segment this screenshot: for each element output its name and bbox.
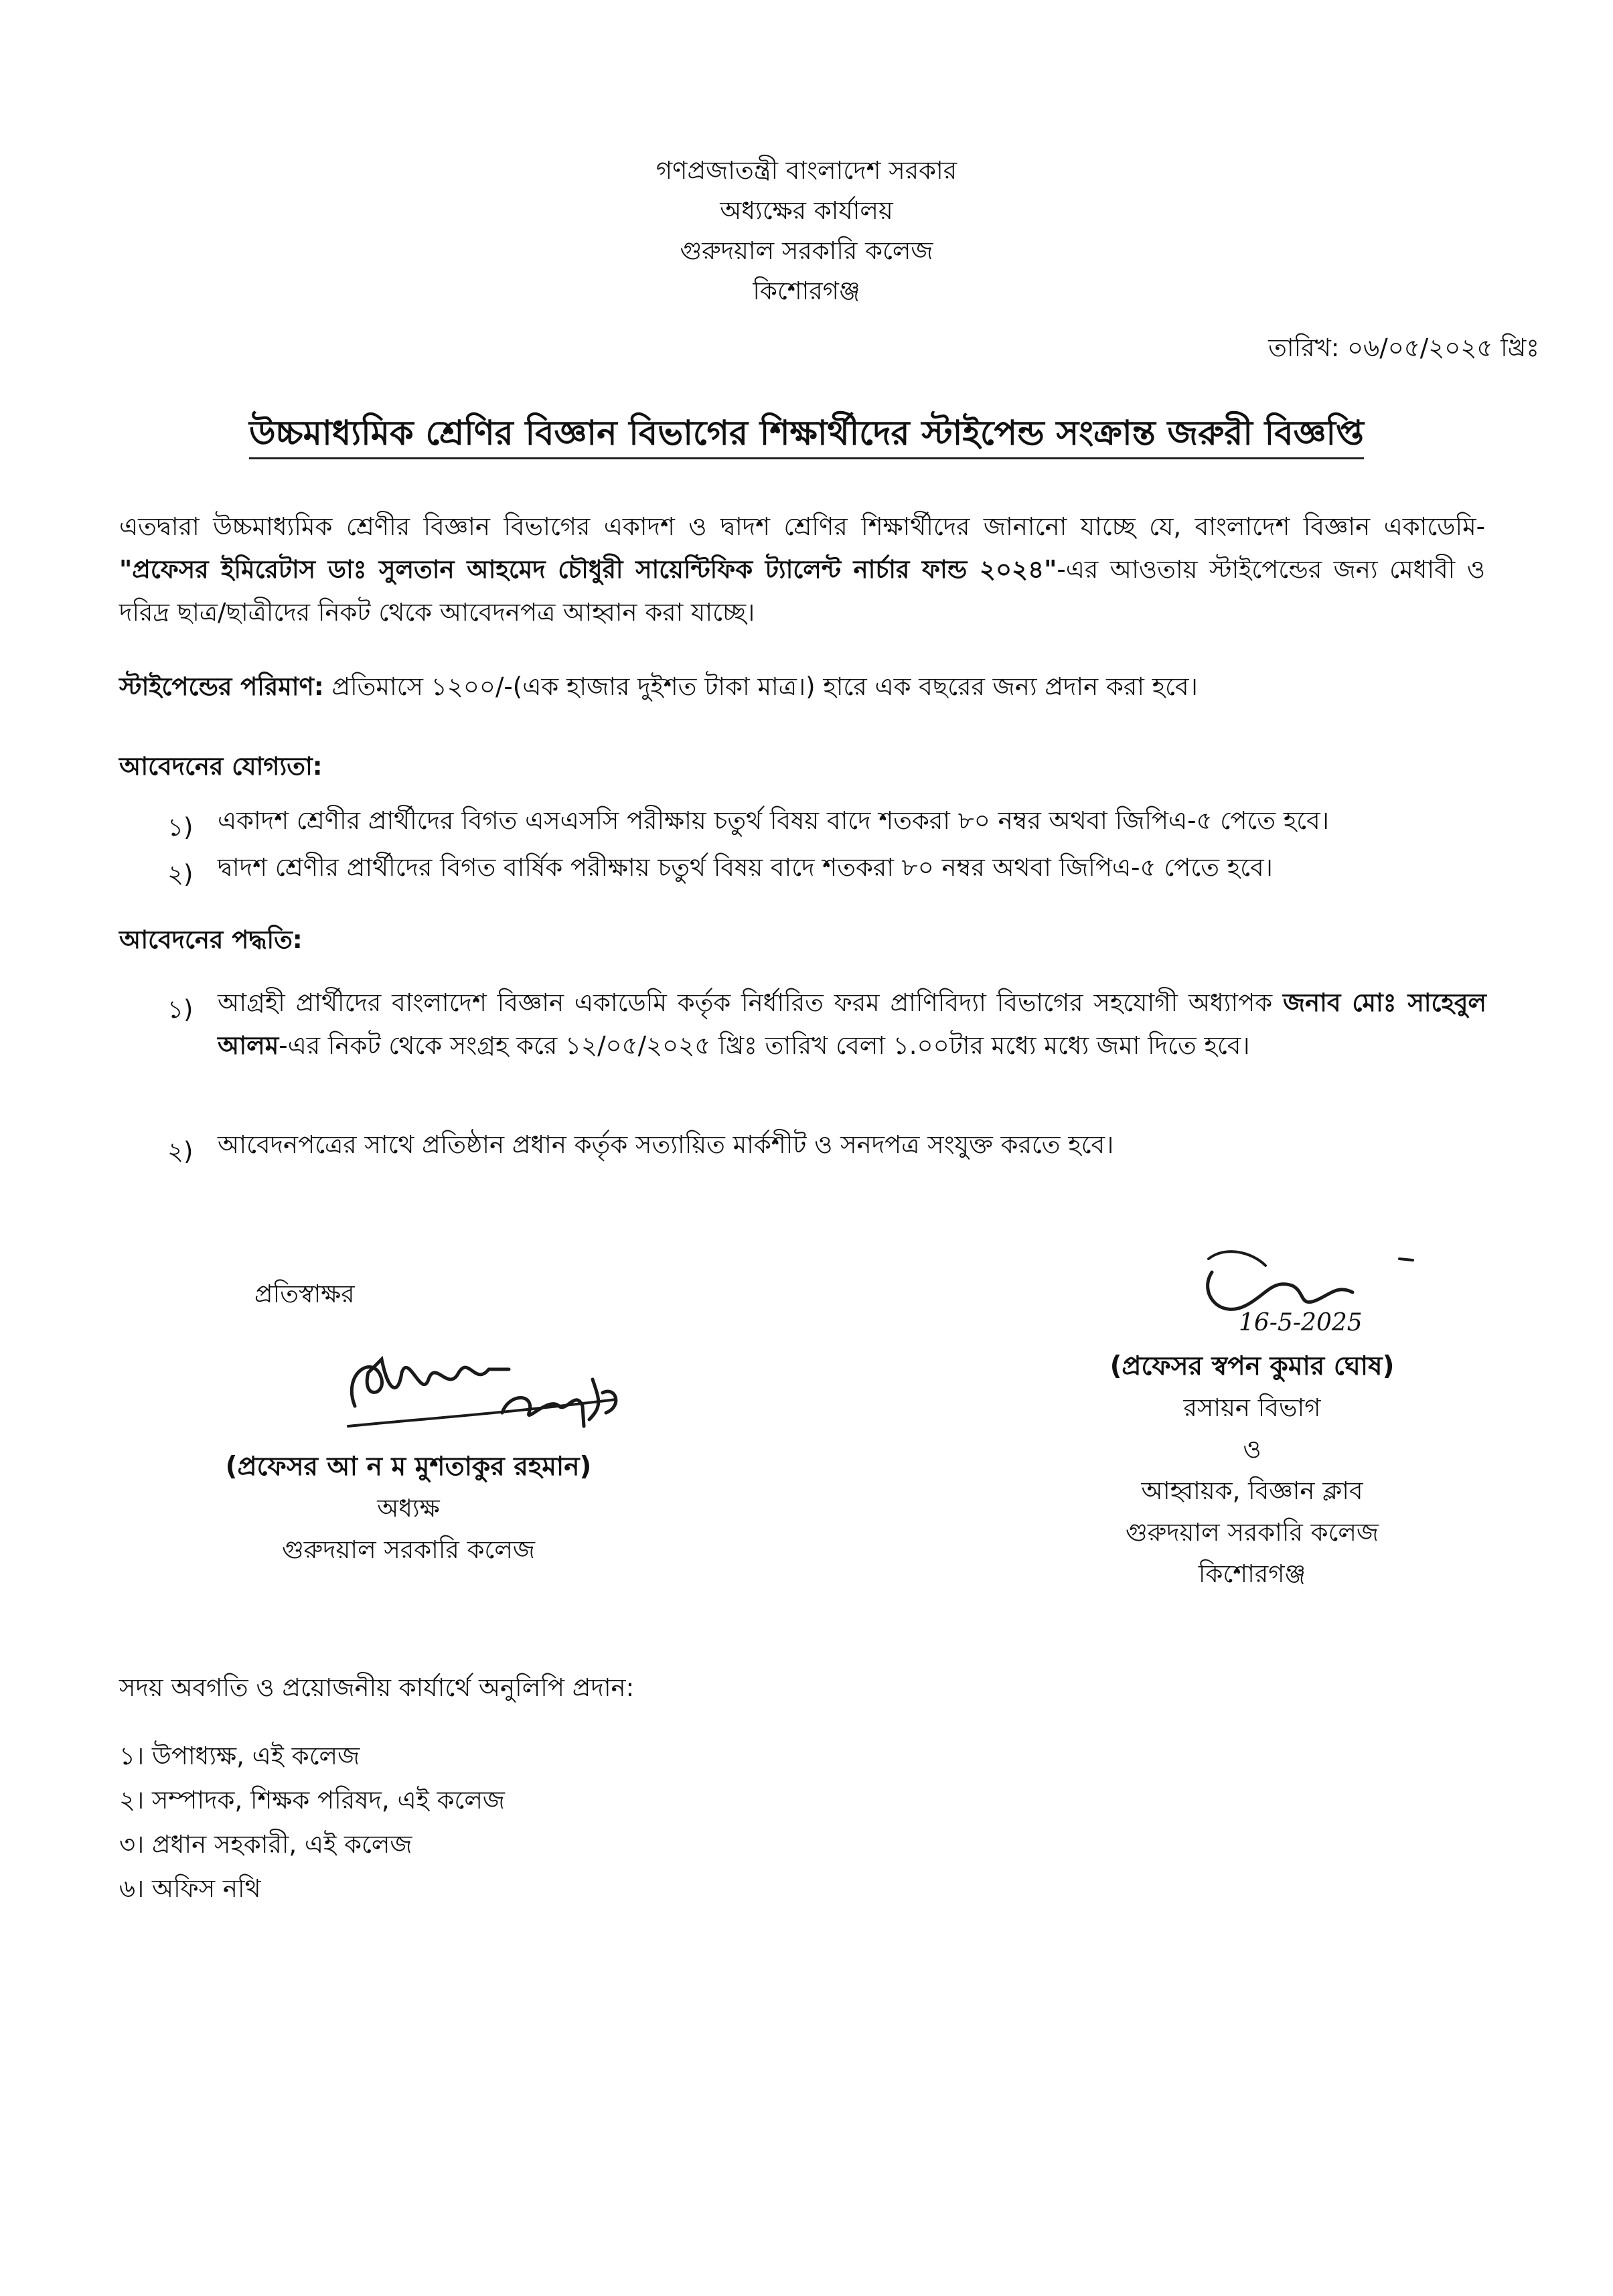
copy-to-item: ১। উপাধ্যক্ষ, এই কলেজ — [119, 1742, 360, 1770]
contact-person: জনাব মোঃ সাহেবুল আলম — [218, 988, 1486, 1060]
convener-department: রসায়ন বিভাগ — [1183, 1393, 1321, 1422]
convener-district: কিশোরগঞ্জ — [1198, 1559, 1306, 1588]
notice-title — [0, 407, 1613, 464]
convener-and: ও — [1243, 1435, 1261, 1464]
principal-designation: অধ্যক্ষ — [377, 1494, 440, 1523]
stipend-amount — [119, 666, 1485, 708]
handwritten-date: 16-5-2025 — [1239, 1309, 1363, 1336]
header-office: অধ্যক্ষের কার্যালয় — [720, 196, 893, 225]
convener-signature — [1192, 1245, 1446, 1353]
intro-text-2: -এর আওতায় স্টাইপেন্ডের জন্য মেধাবী ও দরিদ্র ছাত্র/ছাত্রীদের নিকট থেকে আবেদনপত্র আহ্বান করা যাচ্ছে। — [119, 555, 1485, 627]
convener-name: (প্রফেসর স্বপন কুমার ঘোষ) — [1109, 1351, 1395, 1381]
intro-fund-name: "প্রফেসর ইমিরেটাস ডাঃ সুলতান আহমেদ চৌধুরী সায়েন্টিফিক ট্যালেন্ট নার্চার ফান্ড ২০২৪" — [119, 555, 1057, 584]
copy-to-item: ২। সম্পাদক, শিক্ষক পরিষদ, এই কলেজ — [119, 1786, 506, 1815]
header-college: গুরুদয়াল সরকারি কলেজ — [680, 236, 933, 265]
method-item-text-2: -এর নিকট থেকে সংগ্রহ করে ১২/০৫/২০২৫ খ্রিঃ তারিখ বেলা ১.০০টার মধ্যে মধ্যে জমা দিতে হবে। — [279, 1031, 1250, 1060]
principal-signature — [335, 1332, 629, 1453]
principal-institution: গুরুদয়াল সরকারি কলেজ — [281, 1535, 536, 1564]
principal-block — [167, 1446, 649, 1571]
copy-to-item: ৩। প্রধান সহকারী, এই কলেজ — [119, 1830, 412, 1859]
convener-institution: গুরুদয়াল সরকারি কলেজ — [1125, 1518, 1379, 1547]
stipend-amount-label: স্টাইপেন্ডের পরিমাণ: — [119, 672, 324, 701]
eligibility-item: একাদশ শ্রেণীর প্রার্থীদের বিগত এসএসসি পরীক্ষায় চতুর্থ বিষয় বাদে শতকরা ৮০ নম্বর অথবা জিপিএ-৫ পেতে হবে। — [218, 806, 1329, 835]
header-district: কিশোরগঞ্জ — [753, 277, 860, 305]
method-heading: আবেদনের পদ্ধতি: — [119, 925, 303, 954]
eligibility-item-number: ২) — [167, 860, 194, 889]
method-item: আবেদনপত্রের সাথে প্রতিষ্ঠান প্রধান কর্তৃক সত্যায়িত মার্কশীট ও সনদপত্র সংযুক্ত করতে হবে। — [218, 1130, 1114, 1159]
notice-date: তারিখ: ০৬/০৫/২০২৫ খ্রিঃ — [1268, 333, 1539, 362]
copy-to-item: ৬। অফিস নথি — [119, 1874, 261, 1903]
copy-to-intro: সদয় অবগতি ও প্রয়োজনীয় কার্যার্থে অনুলিপি প্রদান: — [119, 1673, 635, 1702]
eligibility-item: দ্বাদশ শ্রেণীর প্রার্থীদের বিগত বার্ষিক পরীক্ষায় চতুর্থ বিষয় বাদে শতকরা ৮০ নম্বর অথবা জিপিএ-৫ পেতে হবে। — [218, 853, 1273, 882]
countersign-label: প্রতিস্বাক্ষর — [254, 1280, 355, 1308]
method-item-number: ২) — [167, 1137, 194, 1166]
convener-block — [1045, 1346, 1460, 1595]
method-item-number: ১) — [167, 995, 194, 1024]
stipend-amount-text: প্রতিমাসে ১২০০/-(এক হাজার দুইশত টাকা মাত্র।) হারে এক বছরের জন্য প্রদান করা হবে। — [323, 672, 1198, 701]
eligibility-heading: আবেদনের যোগ্যতা: — [119, 752, 323, 781]
method-item — [218, 982, 1486, 1067]
convener-role: আহ্বায়ক, বিজ্ঞান ক্লাব — [1141, 1476, 1363, 1505]
principal-name: (প্রফেসর আ ন ম মুশতাকুর রহমান) — [225, 1452, 592, 1482]
method-item-text-1: আগ্রহী প্রার্থীদের বাংলাদেশ বিজ্ঞান একাডেমি কর্তৃক নির্ধারিত ফরম প্রাণিবিদ্যা বিভাগের সহযোগী অধ্যাপক — [218, 988, 1283, 1017]
intro-paragraph — [119, 506, 1485, 634]
notice-title-text: উচ্চমাধ্যমিক শ্রেণির বিজ্ঞান বিভাগের শিক্ষার্থীদের স্টাইপেন্ড সংক্রান্ত জরুরী বিজ্ঞপ্তি — [249, 414, 1364, 459]
office-header — [0, 151, 1613, 311]
copy-to-list — [119, 1734, 505, 1911]
eligibility-item-number: ১) — [167, 813, 194, 842]
intro-text-1: এতদ্বারা উচ্চমাধ্যমিক শ্রেণীর বিজ্ঞান বিভাগের একাদশ ও দ্বাদশ শ্রেণির শিক্ষার্থীদের জানানো যাচ্ছে যে, বাংলাদেশ বিজ্ঞান একাডেমি- — [119, 512, 1485, 541]
header-government: গণপ্রজাতন্ত্রী বাংলাদেশ সরকার — [656, 156, 957, 185]
